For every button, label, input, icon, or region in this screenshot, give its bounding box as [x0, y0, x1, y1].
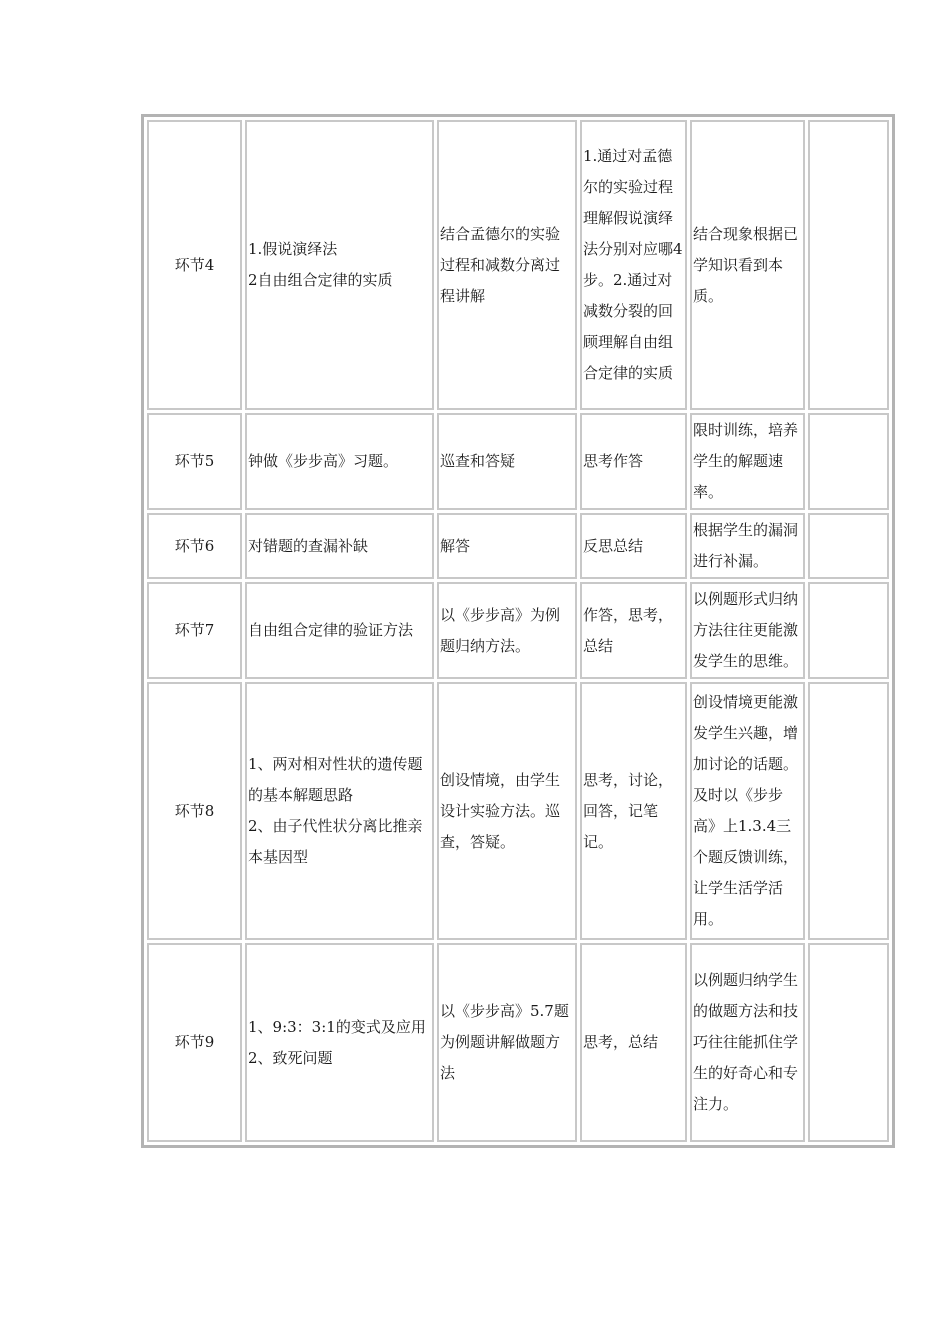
note-cell: [808, 582, 889, 679]
cell-text-line: 1.通过对孟德尔的实验过程理解假说演绎法分别对应哪4步。2.通过对减数分裂的回顾理解自由组合定律的实质: [583, 147, 683, 382]
cell-text-line: 解答: [440, 536, 471, 555]
cell-text: 环节7: [174, 621, 215, 639]
cell-text-line: 2、由子代性状分离比推亲本基因型: [248, 817, 423, 866]
cell-text-line: 2、致死问题: [248, 1048, 333, 1067]
student-activity-cell: [580, 120, 687, 410]
cell-text: 环节9: [174, 1033, 215, 1051]
content-cell: [245, 582, 434, 679]
content-cell: [245, 413, 434, 510]
cell-text-line: 创设情境，由学生设计实验方法。巡查，答疑。: [440, 770, 561, 851]
cell-text-line: 结合孟德尔的实验过程和减数分离过程讲解: [440, 224, 561, 305]
note-cell: [808, 413, 889, 510]
cell-text-line: 创设情境更能激发学生兴趣，增加讨论的话题。及时以《步步高》上1.3.4三个题反馈训练，让学生活学活用。: [693, 693, 799, 928]
table-row: [147, 120, 889, 410]
design-intent-cell: [690, 413, 805, 510]
student-activity-cell: [580, 943, 687, 1142]
cell-text-line: 作答，思考，总结: [583, 605, 674, 655]
cell-text-line: 1、两对相对性状的遗传题的基本解题思路: [248, 755, 423, 804]
cell-text-line: 以《步步高》为例题归纳方法。: [440, 605, 561, 655]
cell-text-line: 自由组合定律的验证方法: [248, 621, 414, 639]
content-cell: [245, 682, 434, 940]
step-cell: [147, 120, 242, 410]
cell-text-line: 1、9:3：3:1的变式及应用: [248, 1017, 426, 1036]
cell-text-line: 对错题的查漏补缺: [248, 536, 369, 555]
cell-text: 环节5: [174, 452, 215, 470]
cell-text: 环节6: [174, 536, 215, 555]
cell-text-line: 结合现象根据已学知识看到本质。: [693, 224, 799, 305]
teacher-activity-cell: [437, 513, 577, 579]
cell-text: 环节8: [174, 801, 215, 820]
cell-text: 环节4: [174, 255, 215, 274]
cell-text-line: 思考，讨论，回答，记笔记。: [583, 770, 674, 851]
table-row: [147, 413, 889, 510]
teacher-activity-cell: [437, 120, 577, 410]
lesson-plan-table: [141, 114, 895, 1148]
teacher-activity-cell: [437, 582, 577, 679]
cell-text-line: 以例题形式归纳方法往往更能激发学生的思维。: [693, 590, 799, 670]
student-activity-cell: [580, 513, 687, 579]
design-intent-cell: [690, 582, 805, 679]
note-cell: [808, 513, 889, 579]
teacher-activity-cell: [437, 413, 577, 510]
student-activity-cell: [580, 413, 687, 510]
content-cell: [245, 120, 434, 410]
cell-text-line: 2自由组合定律的实质: [248, 271, 393, 289]
note-cell: [808, 682, 889, 940]
teacher-activity-cell: [437, 682, 577, 940]
content-cell: [245, 943, 434, 1142]
cell-text-line: 思考作答: [583, 452, 644, 470]
cell-text-line: 1.假说演绎法: [248, 240, 338, 258]
design-intent-cell: [690, 943, 805, 1142]
table-row: [147, 582, 889, 679]
cell-text-line: 巡查和答疑: [440, 452, 516, 470]
cell-text-line: 反思总结: [583, 536, 644, 555]
student-activity-cell: [580, 682, 687, 940]
design-intent-cell: [690, 513, 805, 579]
teacher-activity-cell: [437, 943, 577, 1142]
design-intent-cell: [690, 682, 805, 940]
step-cell: [147, 582, 242, 679]
note-cell: [808, 943, 889, 1142]
student-activity-cell: [580, 582, 687, 679]
table-row: [147, 943, 889, 1142]
step-cell: [147, 943, 242, 1142]
cell-text-line: 思考，总结: [583, 1033, 659, 1051]
step-cell: [147, 513, 242, 579]
step-cell: [147, 682, 242, 940]
cell-text-line: 根据学生的漏洞进行补漏。: [693, 521, 799, 570]
note-cell: [808, 120, 889, 410]
table-row: [147, 682, 889, 940]
cell-text-line: 限时训练，培养学生的解题速率。: [693, 421, 799, 501]
cell-text-line: 钟做《步步高》习题。: [248, 452, 399, 470]
cell-text-line: 以《步步高》5.7题为例题讲解做题方法: [440, 1002, 569, 1082]
design-intent-cell: [690, 120, 805, 410]
cell-text-line: 以例题归纳学生的做题方法和技巧往往能抓住学生的好奇心和专注力。: [693, 971, 799, 1113]
step-cell: [147, 413, 242, 510]
table-body: [147, 120, 889, 1142]
table-row: [147, 513, 889, 579]
content-cell: [245, 513, 434, 579]
